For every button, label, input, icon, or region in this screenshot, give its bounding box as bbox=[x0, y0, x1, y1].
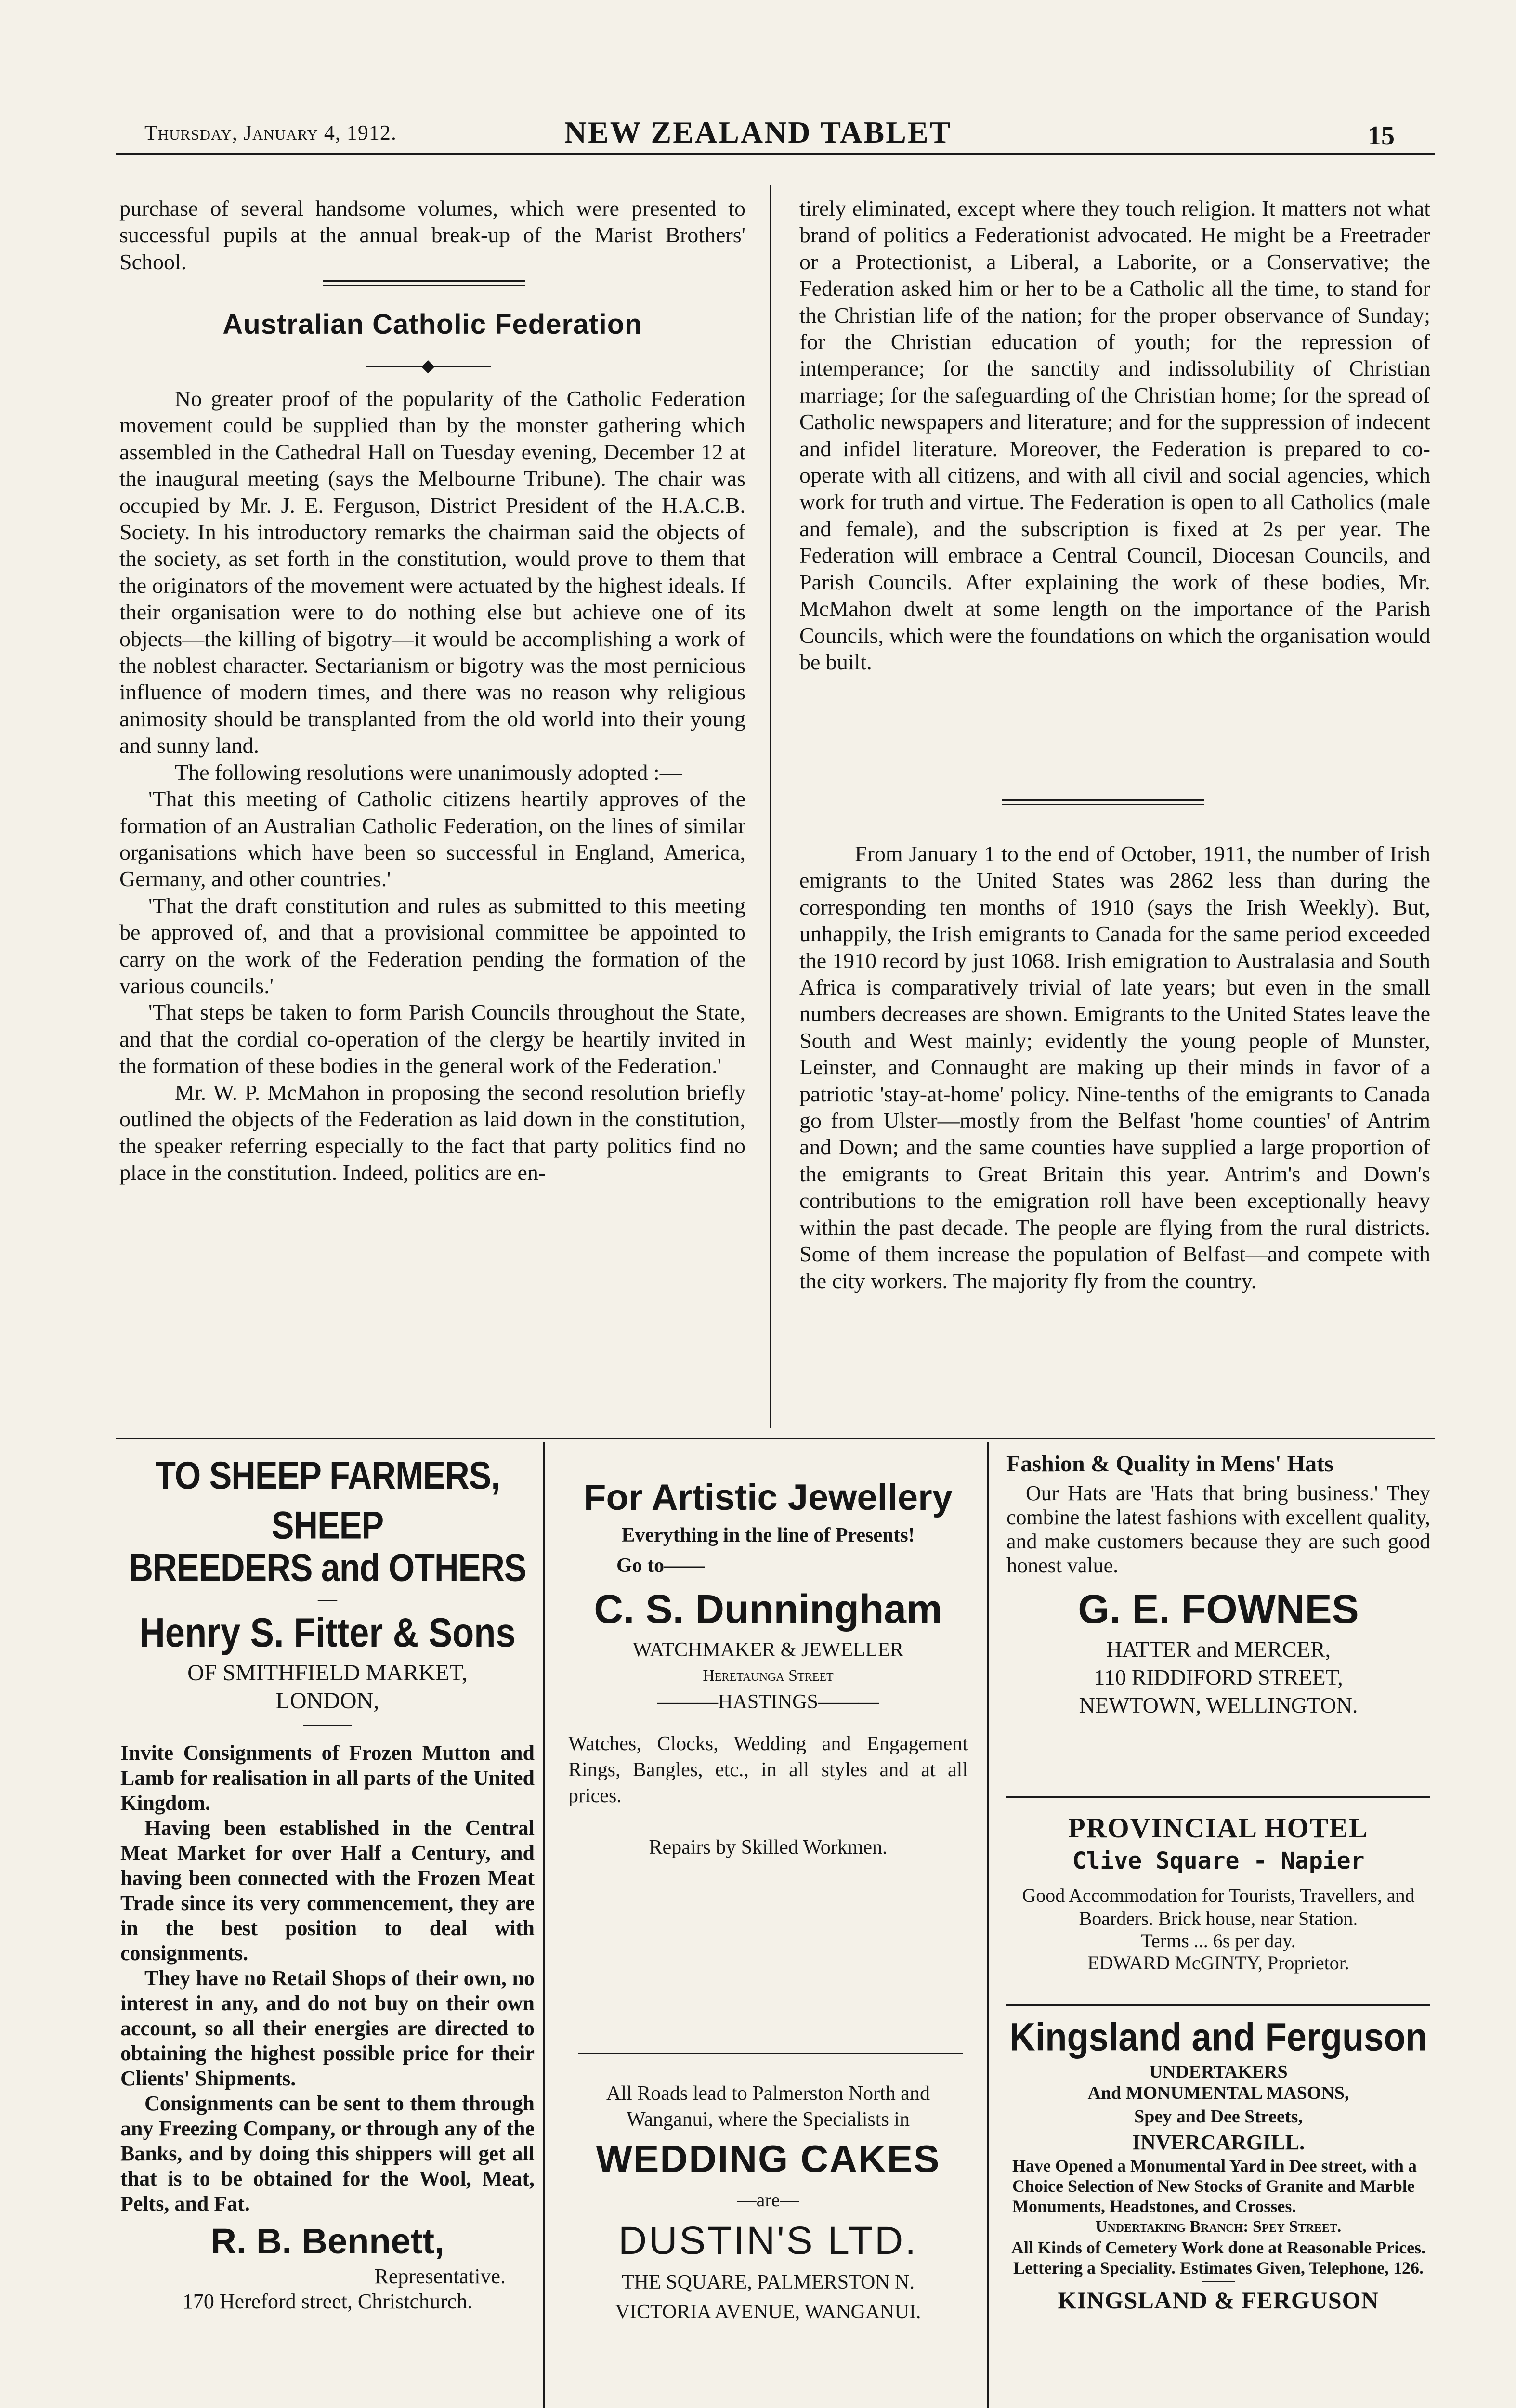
ad-city: INVERCARGILL. bbox=[1132, 2131, 1305, 2154]
ad-are: —are— bbox=[737, 2189, 799, 2211]
ad-dash: — bbox=[318, 1588, 337, 1610]
resolution-paragraph: 'That this meeting of Catholic citizens heartily approves of the formation of an Australian Catholic Federation, on the lines of similar organisations which have been so successful in England, America, Germany, and other countries.' bbox=[119, 786, 745, 891]
emigration-article bbox=[799, 840, 1430, 1294]
ad-fownes bbox=[1006, 1450, 1430, 1719]
article-paragraph: The following resolutions were unanimously adopted :— bbox=[175, 759, 682, 785]
ad-body: Having been established in the Central Meat Market for over Half a Century, and having been connected with the Frozen Meat Trade since its very commencement, they are in the best position to deal with consignments. bbox=[120, 1816, 535, 1965]
ad-intro: All Roads lead to Palmerston North and Wanganui, where the Specialists in bbox=[606, 2082, 930, 2131]
ad-footer-name: KINGSLAND & FERGUSON bbox=[1058, 2287, 1379, 2314]
ad-address: THE SQUARE, PALMERSTON N. bbox=[622, 2271, 915, 2293]
ad-dunningham bbox=[559, 1474, 978, 1862]
ad-hotel-name: PROVINCIAL HOTEL bbox=[1068, 1812, 1369, 1844]
section-rule-thin bbox=[323, 285, 525, 286]
ad-headline: For Artistic Jewellery bbox=[584, 1477, 953, 1518]
ad-headline: TO SHEEP FARMERS, SHEEP bbox=[155, 1453, 500, 1547]
ad-rule bbox=[1006, 2004, 1430, 2006]
ad-firm-city: LONDON, bbox=[275, 1688, 379, 1714]
ad-repairs: Repairs by Skilled Workmen. bbox=[649, 1836, 888, 1858]
article-paragraph: tirely eliminated, except where they touch religion. It matters not what brand of politics a Federationist advocated. He might be a Freetrader or a Protectionist, a Liberal, a Laborite, or a Conservative; the Federation asked him or her to be a Catholic all the time, to stand for the Christian life of the nation; for the proper observance of Sunday; for the Christian education of youth; for the repression of intemperance; for the sanctity and indissolubility of Christian marriage; for the safeguarding of the Christian home; for the spread of Catholic newspapers and literature; and for the suppression of indecent and infidel literature. Moreover, the Federation is prepared to co-operate with all citizens, and with all civil and social agencies, which work for truth and virtue. The Federation is open to all Catholics (male and female), and the subscription is fixed at 2s per year. The Federation will embrace a Central Council, Diocesan Councils, and Parish Councils. After explaining the work of these bodies, Mr. McMahon dwelt at some length on the importance of the Parish Councils, which were the foundations on which the organisation would be built. bbox=[799, 196, 1430, 674]
left-column bbox=[119, 195, 745, 275]
article-body bbox=[119, 385, 745, 1186]
right-column bbox=[799, 195, 1430, 675]
ad-hotel bbox=[1006, 1811, 1430, 1975]
intro-paragraph: purchase of several handsome volumes, which were presented to successful pupils at the annual break-up of the Marist Brothers' School. bbox=[119, 196, 745, 274]
ad-shop-name: G. E. FOWNES bbox=[1078, 1586, 1359, 1632]
ad-terms: Terms ... 6s per day. bbox=[1141, 1930, 1296, 1951]
ad-kingsland bbox=[1006, 2013, 1430, 2315]
ad-agent-role: Representative. bbox=[374, 2264, 506, 2288]
ad-body: Invite Consignments of Frozen Mutton and Lamb for realisation in all parts of the United Kingdom. bbox=[120, 1741, 535, 1815]
article-paragraph: From January 1 to the end of October, 1911, the number of Irish emigrants to the United States was 2862 less than during the corresponding ten months of 1910 (says the Irish Weekly). But, unhappily, the Irish emigrants to Canada for the same period exceeded the 1910 record by just 1068. Irish emigration to Australasia and South Africa is comparatively trivial of late years; but even in the small numbers decreases are shown. Emigrants to the United States leave the South and West mainly; evidently the young people of Munster, Leinster, and Connaught are making up their minds in favor of a patriotic 'stay-at-home' policy. Nine-tenths of the emigrants to Canada go from Ulster—mostly from the Belfast 'home counties' of Antrim and Down; and the same counties have supplied a large proportion of the emigrants to Great Britain this year. Antrim's and Down's contributions to the emigration roll have been exceptionally heavy within the past decade. The people are flying from the rural districts. Some of them increase the population of Belfast—and compete with the city workers. The majority fly from the country. bbox=[799, 841, 1430, 1293]
ad-line: UNDERTAKERS bbox=[1149, 2062, 1288, 2082]
ad-line: And MONUMENTAL MASONS, bbox=[1087, 2083, 1349, 2103]
ad-body: Our Hats are 'Hats that bring business.' They combine the latest fashions with excellent quality, and make customers because they are such good honest value. bbox=[1006, 1481, 1430, 1577]
ad-street: Heretaunga Street bbox=[703, 1667, 834, 1685]
ad-rule bbox=[303, 1725, 352, 1726]
header-date: Thursday, January 4, 1912. bbox=[144, 121, 397, 144]
ad-agent-name: R. B. Bennett, bbox=[210, 2221, 444, 2261]
ad-firm-name: Henry S. Fitter & Sons bbox=[139, 1609, 516, 1656]
article-title: Australian Catholic Federation bbox=[222, 309, 642, 340]
ad-cemetery: All Kinds of Cemetery Work done at Reasonable Prices. bbox=[1011, 2238, 1426, 2257]
ads-rule bbox=[116, 1438, 1435, 1439]
ad-town: ———HASTINGS——— bbox=[657, 1691, 879, 1713]
ad-body: Watches, Clocks, Wedding and Engagement Rings, Bangles, etc., in all styles and at all prices. bbox=[568, 1733, 968, 1807]
ad-trade: WATCHMAKER & JEWELLER bbox=[632, 1639, 904, 1661]
ad-address: VICTORIA AVENUE, WANGANUI. bbox=[615, 2301, 921, 2323]
section-rule bbox=[1002, 799, 1204, 801]
article-paragraph: No greater proof of the popularity of the Catholic Federation movement could be supplied than by the monster gathering which assembled in the Cathedral Hall on Tuesday evening, December 12 at the inaugural meeting (says the Melbourne Tribune). The chair was occupied by Mr. J. E. Ferguson, District President of the H.A.C.B. Society. In his introductory remarks the chairman said the objects of the society, as set forth in the constitution, would prove to them that the originators of the movement were actuated by the highest ideals. If their organisation were to do nothing else but achieve one of its objects—the killing of bigotry—it would be accomplishing a work of the noblest character. Sectarianism or bigotry was the most pernicious influence of modern times, and there was no reason why religious animosity should be transplanted from the old world into their young and sunny land. bbox=[119, 386, 745, 758]
ad-divider bbox=[987, 1442, 989, 2408]
page-number: 15 bbox=[1368, 121, 1395, 151]
ad-agent-address: 170 Hereford street, Christchurch. bbox=[182, 2290, 473, 2313]
ad-product: WEDDING CAKES bbox=[596, 2137, 941, 2180]
ad-headline: Kingsland and Ferguson bbox=[1009, 2015, 1427, 2059]
ad-lettering: Lettering a Speciality. Estimates Given, Telephone, 126. bbox=[1013, 2258, 1424, 2277]
ad-branch: Undertaking Branch: Spey Street. bbox=[1095, 2218, 1342, 2236]
masthead-title: NEW ZEALAND TABLET bbox=[564, 115, 952, 149]
ad-tagline: Everything in the line of Presents! bbox=[621, 1524, 915, 1546]
ad-rule bbox=[1006, 1796, 1430, 1798]
ad-address: 110 RIDDIFORD STREET, bbox=[1094, 1665, 1343, 1689]
resolution-paragraph: 'That the draft constitution and rules as submitted to this meeting be approved of, and that a provisional committee be appointed to carry on the work of the Federation pending the formation of the various councils.' bbox=[119, 893, 745, 998]
diamond-ornament-icon: ◆ bbox=[421, 356, 435, 375]
ad-proprietor: EDWARD McGINTY, Proprietor. bbox=[1087, 1952, 1349, 1974]
section-rule bbox=[323, 280, 525, 282]
ad-body: Good Accommodation for Tourists, Travellers, and Boarders. Brick house, near Station. bbox=[1022, 1885, 1415, 1929]
ad-goto: Go to—— bbox=[616, 1555, 705, 1577]
ad-headline: Fashion & Quality in Mens' Hats bbox=[1006, 1451, 1333, 1477]
ad-firm-market: OF SMITHFIELD MARKET, bbox=[187, 1660, 468, 1686]
header-rule bbox=[116, 153, 1435, 155]
column-divider bbox=[770, 185, 771, 1428]
ad-rule bbox=[1202, 2281, 1235, 2282]
ad-dustins bbox=[563, 2081, 973, 2327]
ad-body: Have Opened a Monumental Yard in Dee street, with a Choice Selection of New Stocks of Granite and Marble Monuments, Headstones, and Crosses. bbox=[1012, 2156, 1417, 2216]
ad-divider bbox=[543, 1442, 545, 2408]
ad-line: Spey and Dee Streets, bbox=[1134, 2107, 1303, 2127]
ad-trade: HATTER and MERCER, bbox=[1106, 1637, 1331, 1662]
ad-hotel-location: Clive Square - Napier bbox=[1072, 1847, 1365, 1874]
ad-address: NEWTOWN, WELLINGTON. bbox=[1079, 1693, 1358, 1717]
article-paragraph: Mr. W. P. McMahon in proposing the second resolution briefly outlined the objects of the Federation as laid down in the constitution, the speaker referring especially to the fact that party politics find no place in the constitution. Indeed, politics are en- bbox=[119, 1080, 745, 1185]
ad-rule bbox=[578, 2053, 963, 2054]
ad-body: Consignments can be sent to them through any Freezing Company, or through any of the Banks, and by doing this shippers will get all that is to be obtained for the Wool, Meat, Pelts, and Fat. bbox=[120, 2092, 535, 2215]
ad-shop-name: DUSTIN'S LTD. bbox=[618, 2219, 918, 2263]
section-rule-thin bbox=[1002, 804, 1204, 805]
resolution-paragraph: 'That steps be taken to form Parish Councils throughout the State, and that the cordial co-operation of the clergy be heartily invited in the formation of these bodies in the general work of the Federation.' bbox=[119, 1000, 745, 1078]
ad-fitter bbox=[120, 1453, 535, 2315]
ad-body: They have no Retail Shops of their own, no interest in any, and do not buy on their own account, so all their energies are directed to obtaining the highest possible price for their Clients' Shipments. bbox=[120, 1966, 535, 2090]
ad-shop-name: C. S. Dunningham bbox=[594, 1586, 942, 1632]
ad-headline: BREEDERS and OTHERS bbox=[129, 1546, 526, 1589]
